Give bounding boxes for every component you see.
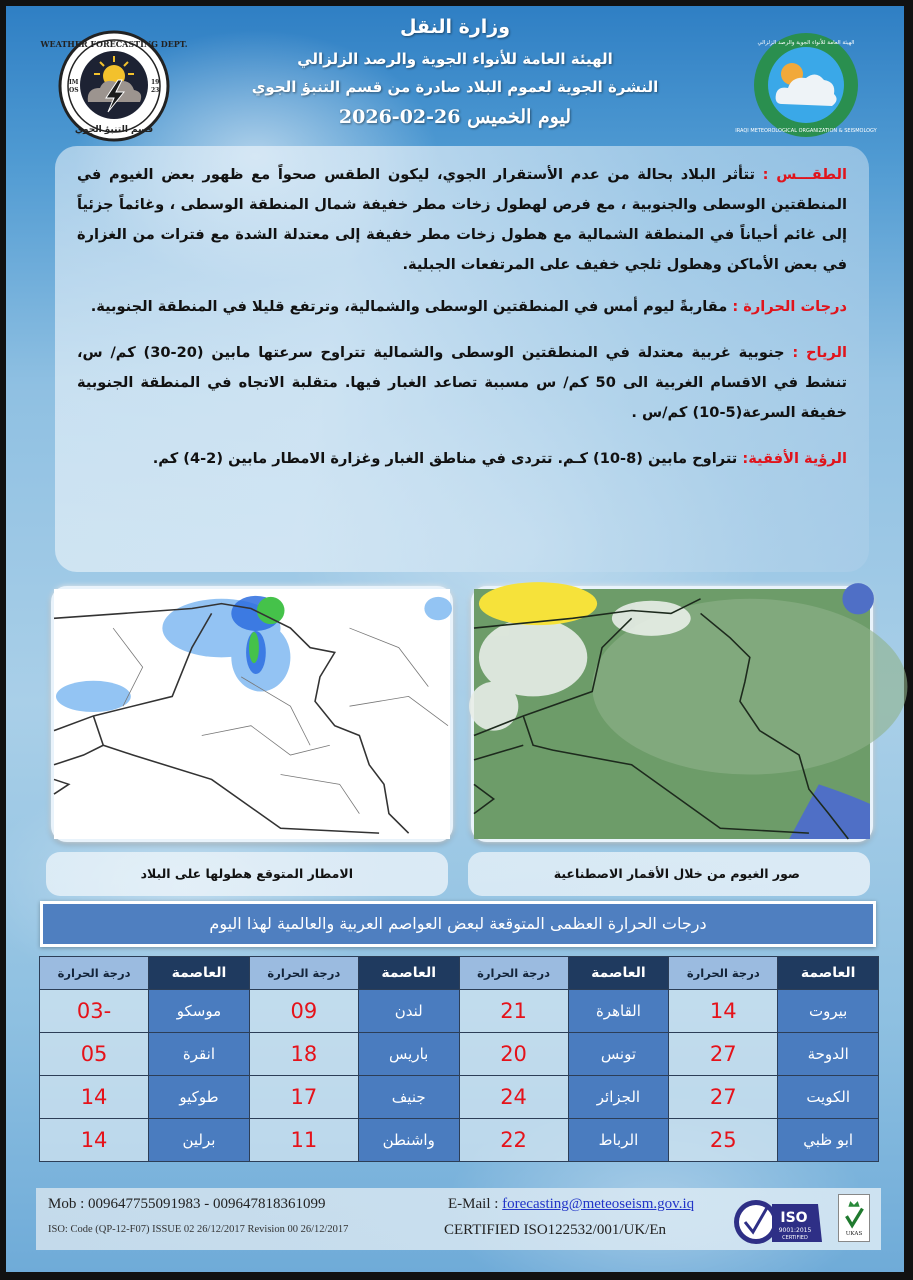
temperature-text: مقاربةً ليوم أمس في المنطقتين الوسطى والشمالية، وترتفع قليلا في المنطقة الجنوبية. bbox=[90, 298, 728, 315]
temp-cell: 21 bbox=[459, 990, 568, 1033]
temperatures-table-title: درجات الحرارة العظمى المتوقعة لبعض العواصم العربية والعالمية لهذا اليوم bbox=[40, 901, 876, 947]
capitals-temperature-table bbox=[39, 956, 879, 1162]
temp-cell: 27 bbox=[669, 1033, 778, 1076]
ukas-badge bbox=[838, 1194, 870, 1242]
header-city: العاصمة bbox=[149, 957, 250, 990]
email-line bbox=[448, 1196, 694, 1213]
svg-text:IRAQI METEOROLOGICAL ORGANIZAT: IRAQI METEOROLOGICAL ORGANIZATION & SEISMOLOGY bbox=[735, 128, 877, 134]
checkmark-icon bbox=[847, 1209, 863, 1226]
weather-label: الطقـــس : bbox=[762, 166, 847, 183]
ministry-title: وزارة النقل bbox=[399, 16, 511, 38]
header bbox=[6, 6, 904, 146]
visibility-text: تتراوح مابين (8-10) كـم. تتردى في مناطق الغبار وغزارة الامطار مابين (2-4) كم. bbox=[152, 450, 738, 467]
city-cell: الرباط bbox=[568, 1119, 669, 1162]
satellite-cloud-map bbox=[471, 586, 873, 842]
city-cell: انقرة bbox=[149, 1033, 250, 1076]
city-cell: بيروت bbox=[778, 990, 879, 1033]
wind-text: جنوبية غربية معتدلة في المنطقتين الوسطى والشمالية تتراوح سرعتها مابين (20-30) كم/ س، تنشط في الاقسام الغربية الى 50 كم/ س مسببة تصاعد الغبار فيها. متقلبة الاتجاه في المنطقة الجنوبية خفيفة السرعة(5-10) كم/س . bbox=[77, 344, 848, 421]
city-cell: واشنطن bbox=[358, 1119, 459, 1162]
table-row bbox=[40, 1076, 879, 1119]
header-city: العاصمة bbox=[568, 957, 669, 990]
svg-text:9001:2015: 9001:2015 bbox=[778, 1227, 812, 1234]
city-cell: باريس bbox=[358, 1033, 459, 1076]
svg-text:UKAS: UKAS bbox=[845, 1230, 863, 1237]
header-city: العاصمة bbox=[778, 957, 879, 990]
temperature-label: درجات الحرارة : bbox=[732, 298, 847, 315]
temp-cell: 11 bbox=[249, 1119, 358, 1162]
header-temp: درجة الحرارة bbox=[459, 957, 568, 990]
temp-cell: 17 bbox=[249, 1076, 358, 1119]
bulletin-subtitle: النشرة الجوية لعموم البلاد صادرة من قسم التنبؤ الجوي bbox=[251, 78, 659, 96]
wind-paragraph bbox=[77, 338, 847, 428]
temp-cell: 05 bbox=[40, 1033, 149, 1076]
temp-cell: 14 bbox=[669, 990, 778, 1033]
visibility-paragraph bbox=[77, 444, 847, 474]
temp-cell: -03 bbox=[40, 990, 149, 1033]
city-cell: برلين bbox=[149, 1119, 250, 1162]
iso-certified-badge bbox=[732, 1192, 824, 1248]
svg-text:قسم التنبؤ الجوي: قسم التنبؤ الجوي bbox=[74, 125, 154, 135]
weather-paragraph bbox=[77, 160, 847, 280]
city-cell: لندن bbox=[358, 990, 459, 1033]
city-cell: الدوحة bbox=[778, 1033, 879, 1076]
city-cell: القاهرة bbox=[568, 990, 669, 1033]
weather-text: تتأثر البلاد بحالة من عدم الأستقرار الجوي، ليكون الطقس صحواً مع ظهور بعض الغيوم في المنطقتين الوسطى والجنوبية ، مع فرص لهطول زخات مطر خفيفة شمال المنطقة الوسطى ، وغائماً جزئياً إلى غائم أحياناً في المنطقة الشمالية مع هطول زخات مطر خفيفة إلى معتدلة الشدة مع فترات من الغزارة في بعض الأماكن وهطول ثلجي خفيف على المرتفعات الجبلية. bbox=[77, 166, 847, 273]
svg-text:ISO: ISO bbox=[780, 1210, 808, 1226]
temp-cell: 09 bbox=[249, 990, 358, 1033]
city-cell: الكويت bbox=[778, 1076, 879, 1119]
email-label: E-Mail : bbox=[448, 1196, 499, 1212]
city-cell: موسكو bbox=[149, 990, 250, 1033]
city-cell: طوكيو bbox=[149, 1076, 250, 1119]
wind-label: الرياح : bbox=[792, 344, 847, 361]
iso-code-line: ISO: Code (QP-12-F07) ISSUE 02 26/12/2017 Revision 00 26/12/2017 bbox=[48, 1224, 349, 1235]
city-cell: ابو ظبي bbox=[778, 1119, 879, 1162]
temp-cell: 18 bbox=[249, 1033, 358, 1076]
svg-text:CERTIFIED: CERTIFIED bbox=[782, 1235, 808, 1241]
authority-title: الهيئة العامة للأنواء الجوية والرصد الزلزالي bbox=[297, 50, 613, 68]
header-temp: درجة الحرارة bbox=[669, 957, 778, 990]
temp-cell: 22 bbox=[459, 1119, 568, 1162]
rain-forecast-map bbox=[51, 586, 453, 842]
visibility-label: الرؤية الأفقية: bbox=[742, 450, 847, 467]
header-temp: درجة الحرارة bbox=[40, 957, 149, 990]
temp-cell: 14 bbox=[40, 1076, 149, 1119]
temp-cell: 25 bbox=[669, 1119, 778, 1162]
city-cell: جنيف bbox=[358, 1076, 459, 1119]
certification-text: CERTIFIED ISO122532/001/UK/En bbox=[444, 1222, 667, 1238]
table-row bbox=[40, 1033, 879, 1076]
city-cell: الجزائر bbox=[568, 1076, 669, 1119]
temperature-paragraph bbox=[77, 292, 847, 322]
temp-cell: 14 bbox=[40, 1119, 149, 1162]
bulletin-page bbox=[6, 6, 904, 1272]
table-row bbox=[40, 990, 879, 1033]
svg-text:WEATHER FORECASTING DEPT.: WEATHER FORECASTING DEPT. bbox=[40, 39, 188, 49]
header-temp: درجة الحرارة bbox=[249, 957, 358, 990]
forecast-text-panel bbox=[55, 146, 869, 572]
rain-map-caption: الامطار المتوقع هطولها على البلاد bbox=[46, 852, 448, 896]
iraqi-meteorological-organization-logo bbox=[735, 30, 877, 140]
svg-text:OS: OS bbox=[69, 87, 79, 94]
bulletin-date: ليوم الخميس 26-02-2026 bbox=[338, 106, 572, 128]
svg-text:23: 23 bbox=[151, 87, 160, 94]
mobile-numbers: Mob : 009647755091983 - 009647818361099 bbox=[48, 1196, 326, 1212]
city-cell: تونس bbox=[568, 1033, 669, 1076]
table-header-row bbox=[40, 957, 879, 990]
header-city: العاصمة bbox=[358, 957, 459, 990]
svg-text:19: 19 bbox=[151, 79, 160, 86]
weather-forecasting-dept-logo bbox=[40, 30, 188, 142]
temp-cell: 24 bbox=[459, 1076, 568, 1119]
temp-cell: 27 bbox=[669, 1076, 778, 1119]
crown-icon bbox=[848, 1201, 859, 1207]
satellite-map-caption: صور الغيوم من خلال الأقمار الاصطناعية bbox=[468, 852, 870, 896]
email-link[interactable]: forecasting@meteoseism.gov.iq bbox=[502, 1196, 695, 1212]
footer bbox=[36, 1188, 881, 1250]
temp-cell: 20 bbox=[459, 1033, 568, 1076]
svg-text:IM: IM bbox=[69, 79, 79, 86]
svg-text:الهيئة العامة للأنواء الجوية و: الهيئة العامة للأنواء الجوية والرصد الزلزالي bbox=[757, 40, 855, 46]
table-row bbox=[40, 1119, 879, 1162]
